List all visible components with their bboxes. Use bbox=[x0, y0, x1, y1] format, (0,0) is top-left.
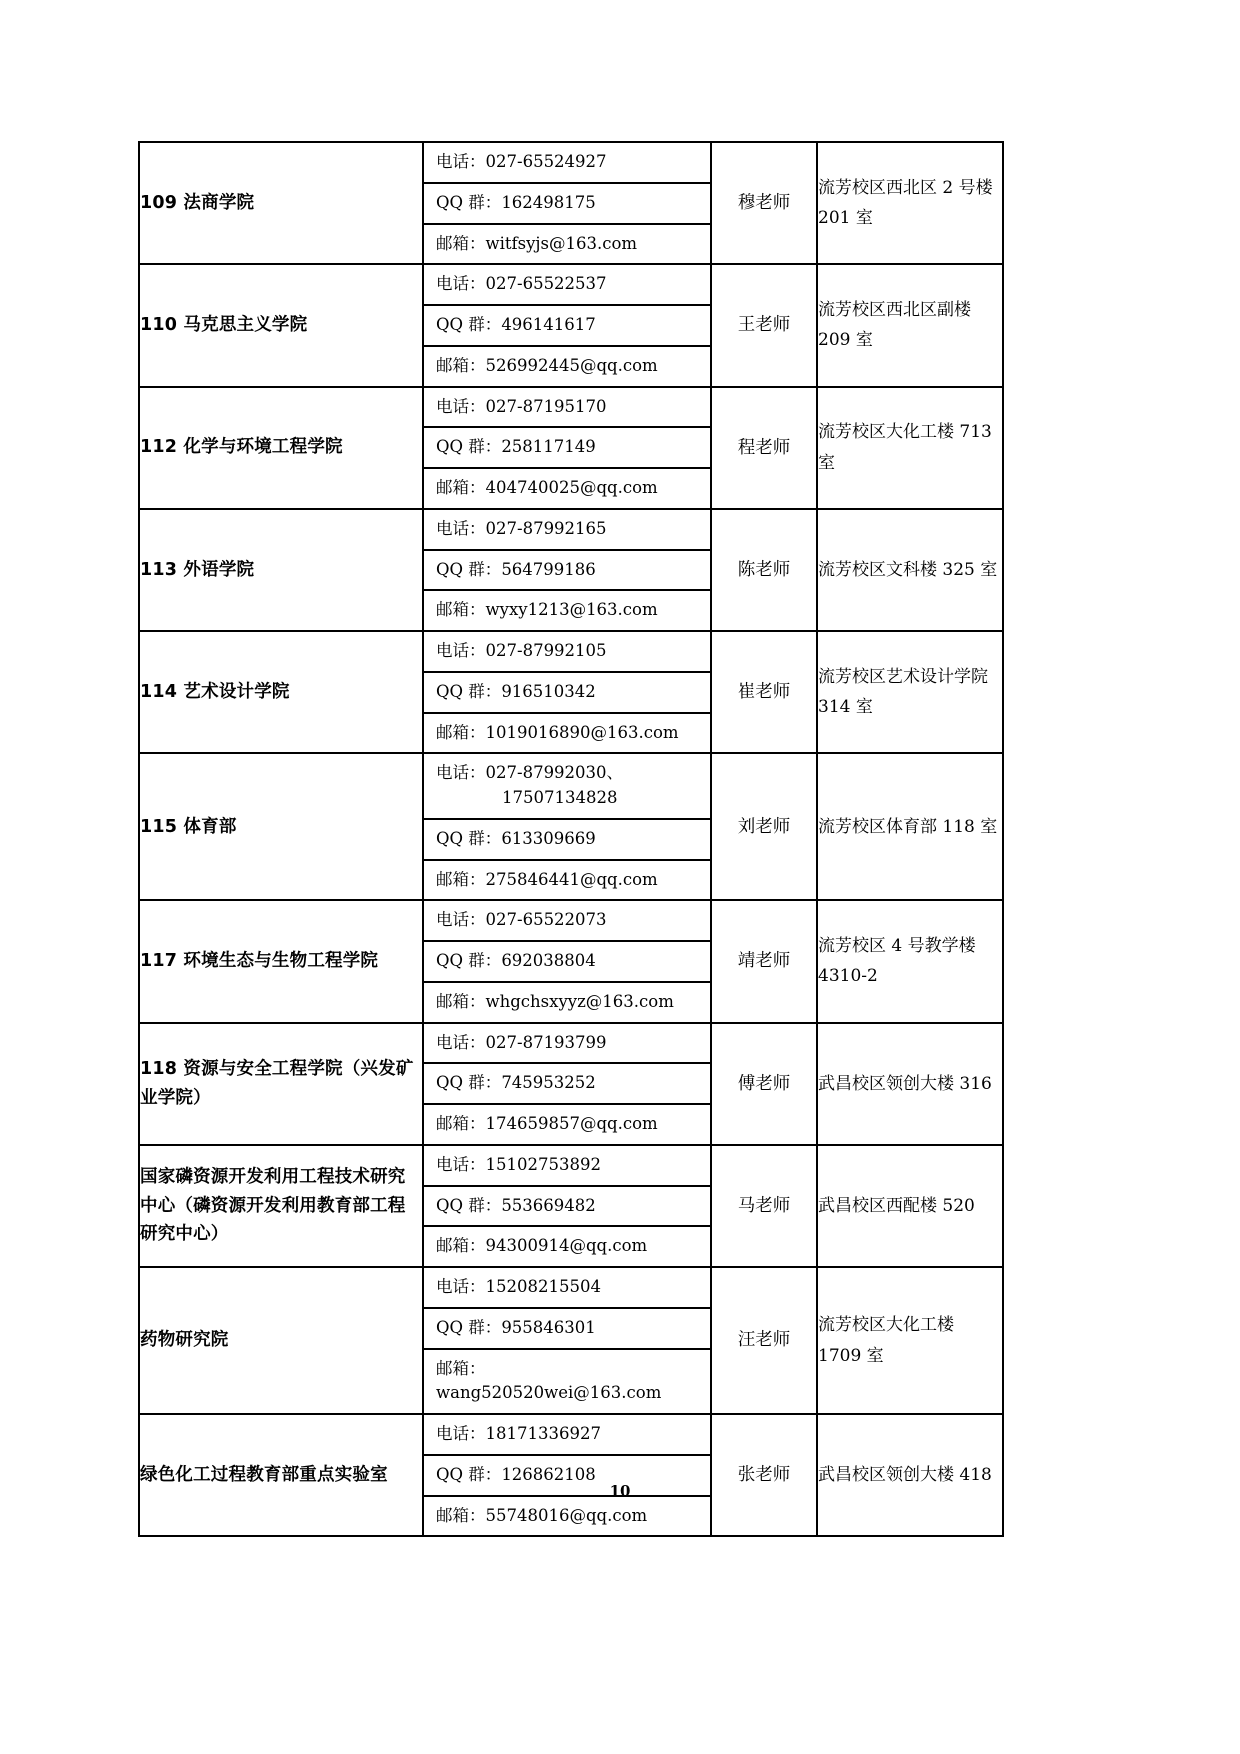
contact-info-stack bbox=[424, 143, 710, 263]
email-value: 174659857@qq.com bbox=[485, 1114, 658, 1133]
qq-group-value: 126862108 bbox=[501, 1464, 596, 1484]
table-row bbox=[139, 1267, 1003, 1414]
contact-info-stack bbox=[424, 1146, 710, 1266]
phone-line bbox=[424, 1268, 710, 1309]
phone-line bbox=[424, 754, 710, 820]
qq-group-value: 496141617 bbox=[501, 315, 596, 334]
address-cell: 流芳校区 4 号教学楼 4310-2 bbox=[817, 900, 1003, 1022]
phone-value: 15208215504 bbox=[485, 1277, 601, 1296]
email-label: 邮箱： bbox=[436, 1358, 486, 1378]
email-value: witfsyjs@163.com bbox=[485, 233, 638, 253]
phone-value: 027-87992105 bbox=[485, 641, 607, 660]
phone-line bbox=[424, 1415, 710, 1456]
qq-group-line bbox=[424, 428, 710, 469]
unit-name-cell: 药物研究院 bbox=[139, 1267, 423, 1414]
email-line bbox=[424, 469, 710, 508]
address-cell: 流芳校区文科楼 325 室 bbox=[817, 509, 1003, 631]
address-cell: 流芳校区西北区 2 号楼 201 室 bbox=[817, 142, 1003, 264]
email-line bbox=[424, 714, 710, 753]
qq-group-label: QQ 群： bbox=[436, 828, 502, 848]
email-line bbox=[424, 1227, 710, 1266]
contact-info-stack bbox=[424, 265, 710, 385]
qq-group-label: QQ 群： bbox=[436, 315, 502, 334]
address-cell: 流芳校区大化工楼 713 室 bbox=[817, 387, 1003, 509]
contact-info-cell bbox=[423, 387, 711, 509]
phone-line bbox=[424, 265, 710, 306]
phone-label: 电话： bbox=[436, 1277, 486, 1296]
email-label: 邮箱： bbox=[436, 233, 486, 253]
qq-group-label: QQ 群： bbox=[436, 1073, 502, 1093]
phone-line bbox=[424, 632, 710, 673]
table-row bbox=[139, 1414, 1003, 1536]
qq-group-line bbox=[424, 306, 710, 347]
email-line bbox=[424, 225, 710, 264]
contact-info-cell bbox=[423, 509, 711, 631]
qq-group-label: QQ 群： bbox=[436, 951, 502, 970]
unit-name-cell: 114 艺术设计学院 bbox=[139, 631, 423, 753]
qq-group-line bbox=[424, 820, 710, 861]
email-line bbox=[424, 983, 710, 1022]
contact-info-cell bbox=[423, 631, 711, 753]
qq-group-value: 564799186 bbox=[501, 559, 596, 579]
contact-info-stack bbox=[424, 1268, 710, 1413]
email-value: 94300914@qq.com bbox=[485, 1236, 648, 1256]
contact-info-stack bbox=[424, 901, 710, 1021]
unit-name-cell: 115 体育部 bbox=[139, 753, 423, 900]
contact-info-cell bbox=[423, 753, 711, 900]
contact-info-cell bbox=[423, 1023, 711, 1145]
contact-table bbox=[138, 141, 1004, 1537]
phone-value: 027-87195170 bbox=[485, 396, 607, 416]
qq-group-value: 745953252 bbox=[501, 1073, 596, 1093]
email-label: 邮箱： bbox=[436, 991, 486, 1011]
phone-value: 027-65522073 bbox=[485, 910, 607, 930]
qq-group-label: QQ 群： bbox=[436, 559, 502, 579]
email-value: 404740025@qq.com bbox=[485, 478, 658, 497]
table-row bbox=[139, 142, 1003, 264]
qq-group-label: QQ 群： bbox=[436, 681, 502, 701]
email-label: 邮箱： bbox=[436, 1236, 486, 1256]
contact-info-cell bbox=[423, 1267, 711, 1414]
phone-line bbox=[424, 388, 710, 429]
table-body bbox=[139, 142, 1003, 1536]
table-row bbox=[139, 387, 1003, 509]
table-row bbox=[139, 264, 1003, 386]
unit-name-cell: 112 化学与环境工程学院 bbox=[139, 387, 423, 509]
qq-group-line bbox=[424, 1309, 710, 1350]
table-row bbox=[139, 631, 1003, 753]
table-row bbox=[139, 509, 1003, 631]
unit-name-cell: 113 外语学院 bbox=[139, 509, 423, 631]
qq-group-value: 613309669 bbox=[501, 828, 596, 848]
address-cell: 流芳校区艺术设计学院 314 室 bbox=[817, 631, 1003, 753]
staff-name-cell: 马老师 bbox=[711, 1145, 817, 1267]
address-cell: 流芳校区大化工楼 1709 室 bbox=[817, 1267, 1003, 1414]
contact-info-stack bbox=[424, 1415, 710, 1535]
email-label: 邮箱： bbox=[436, 355, 486, 375]
qq-group-value: 258117149 bbox=[501, 437, 596, 457]
staff-name-cell: 陈老师 bbox=[711, 509, 817, 631]
phone-value: 027-87193799 bbox=[485, 1032, 607, 1052]
phone-value: 027-87992030、 bbox=[485, 763, 624, 783]
unit-name-cell: 国家磷资源开发利用工程技术研究中心（磷资源开发利用教育部工程研究中心） bbox=[139, 1145, 423, 1267]
phone-line bbox=[424, 901, 710, 942]
email-value: whgchsxyyz@163.com bbox=[485, 991, 674, 1011]
contact-info-cell bbox=[423, 1145, 711, 1267]
qq-group-value: 916510342 bbox=[501, 681, 596, 701]
phone-value: 15102753892 bbox=[485, 1154, 601, 1174]
staff-name-cell: 汪老师 bbox=[711, 1267, 817, 1414]
contact-info-cell bbox=[423, 900, 711, 1022]
unit-name-cell: 110 马克思主义学院 bbox=[139, 264, 423, 386]
email-label: 邮箱： bbox=[436, 869, 486, 889]
phone-line bbox=[424, 1024, 710, 1065]
qq-group-line bbox=[424, 551, 710, 592]
qq-group-value: 162498175 bbox=[501, 192, 596, 212]
phone-value: 027-87992165 bbox=[485, 518, 607, 538]
phone-label: 电话： bbox=[436, 396, 486, 416]
phone-line bbox=[424, 510, 710, 551]
contact-info-stack bbox=[424, 510, 710, 630]
phone-value: 18171336927 bbox=[485, 1424, 601, 1443]
qq-group-value: 553669482 bbox=[501, 1195, 596, 1215]
contact-info-cell bbox=[423, 1414, 711, 1536]
staff-name-cell: 刘老师 bbox=[711, 753, 817, 900]
phone-label: 电话： bbox=[436, 1424, 486, 1443]
qq-group-label: QQ 群： bbox=[436, 192, 502, 212]
phone-label: 电话： bbox=[436, 1154, 486, 1174]
address-cell: 流芳校区西北区副楼 209 室 bbox=[817, 264, 1003, 386]
unit-name-cell: 109 法商学院 bbox=[139, 142, 423, 264]
staff-name-cell: 傅老师 bbox=[711, 1023, 817, 1145]
qq-group-label: QQ 群： bbox=[436, 437, 502, 457]
email-value: wyxy1213@163.com bbox=[485, 600, 658, 620]
phone-label: 电话： bbox=[436, 910, 486, 930]
phone-label: 电话： bbox=[436, 152, 486, 171]
email-value: 526992445@qq.com bbox=[485, 355, 658, 375]
email-line bbox=[424, 861, 710, 900]
email-value: 1019016890@163.com bbox=[485, 722, 679, 742]
address-cell: 武昌校区领创大楼 316 bbox=[817, 1023, 1003, 1145]
phone-label: 电话： bbox=[436, 763, 486, 783]
staff-name-cell: 程老师 bbox=[711, 387, 817, 509]
email-label: 邮箱： bbox=[436, 600, 486, 620]
staff-name-cell: 穆老师 bbox=[711, 142, 817, 264]
staff-name-cell: 张老师 bbox=[711, 1414, 817, 1536]
email-line bbox=[424, 591, 710, 630]
unit-name-cell: 118 资源与安全工程学院（兴发矿业学院） bbox=[139, 1023, 423, 1145]
email-value: wang520520wei@163.com bbox=[436, 1383, 662, 1403]
contact-info-stack bbox=[424, 754, 710, 899]
phone-value: 027-65524927 bbox=[485, 152, 607, 171]
qq-group-line bbox=[424, 184, 710, 225]
email-label: 邮箱： bbox=[436, 1505, 486, 1525]
table-row bbox=[139, 900, 1003, 1022]
phone-label: 电话： bbox=[436, 518, 486, 538]
contact-info-stack bbox=[424, 1024, 710, 1144]
table-row bbox=[139, 753, 1003, 900]
qq-group-line bbox=[424, 1187, 710, 1228]
qq-group-value: 692038804 bbox=[501, 951, 596, 970]
email-label: 邮箱： bbox=[436, 722, 486, 742]
contact-info-cell bbox=[423, 142, 711, 264]
table-row bbox=[139, 1145, 1003, 1267]
email-label: 邮箱： bbox=[436, 1114, 486, 1133]
email-line bbox=[424, 1350, 710, 1414]
qq-group-label: QQ 群： bbox=[436, 1195, 502, 1215]
contact-info-cell bbox=[423, 264, 711, 386]
email-line bbox=[424, 1497, 710, 1536]
qq-group-value: 955846301 bbox=[501, 1317, 596, 1337]
address-cell: 武昌校区西配楼 520 bbox=[817, 1145, 1003, 1267]
page-number: 10 bbox=[609, 1482, 631, 1500]
email-line bbox=[424, 347, 710, 386]
qq-group-line bbox=[424, 942, 710, 983]
address-cell: 流芳校区体育部 118 室 bbox=[817, 753, 1003, 900]
phone-label: 电话： bbox=[436, 274, 486, 294]
phone-line bbox=[424, 143, 710, 184]
qq-group-line bbox=[424, 1064, 710, 1105]
qq-group-line bbox=[424, 673, 710, 714]
staff-name-cell: 靖老师 bbox=[711, 900, 817, 1022]
phone-value: 027-65522537 bbox=[485, 274, 607, 294]
email-label: 邮箱： bbox=[436, 478, 486, 497]
phone-value-continued: 17507134828 bbox=[502, 788, 618, 807]
email-value: 275846441@qq.com bbox=[485, 869, 658, 889]
address-cell: 武昌校区领创大楼 418 bbox=[817, 1414, 1003, 1536]
staff-name-cell: 崔老师 bbox=[711, 631, 817, 753]
phone-line bbox=[424, 1146, 710, 1187]
table-row bbox=[139, 1023, 1003, 1145]
qq-group-label: QQ 群： bbox=[436, 1317, 502, 1337]
staff-name-cell: 王老师 bbox=[711, 264, 817, 386]
unit-name-cell: 117 环境生态与生物工程学院 bbox=[139, 900, 423, 1022]
phone-label: 电话： bbox=[436, 1032, 486, 1052]
qq-group-label: QQ 群： bbox=[436, 1464, 502, 1484]
email-value: 55748016@qq.com bbox=[485, 1505, 648, 1525]
contact-info-stack bbox=[424, 632, 710, 752]
phone-label: 电话： bbox=[436, 641, 486, 660]
unit-name-cell: 绿色化工过程教育部重点实验室 bbox=[139, 1414, 423, 1536]
contact-info-stack bbox=[424, 388, 710, 508]
email-line bbox=[424, 1105, 710, 1144]
